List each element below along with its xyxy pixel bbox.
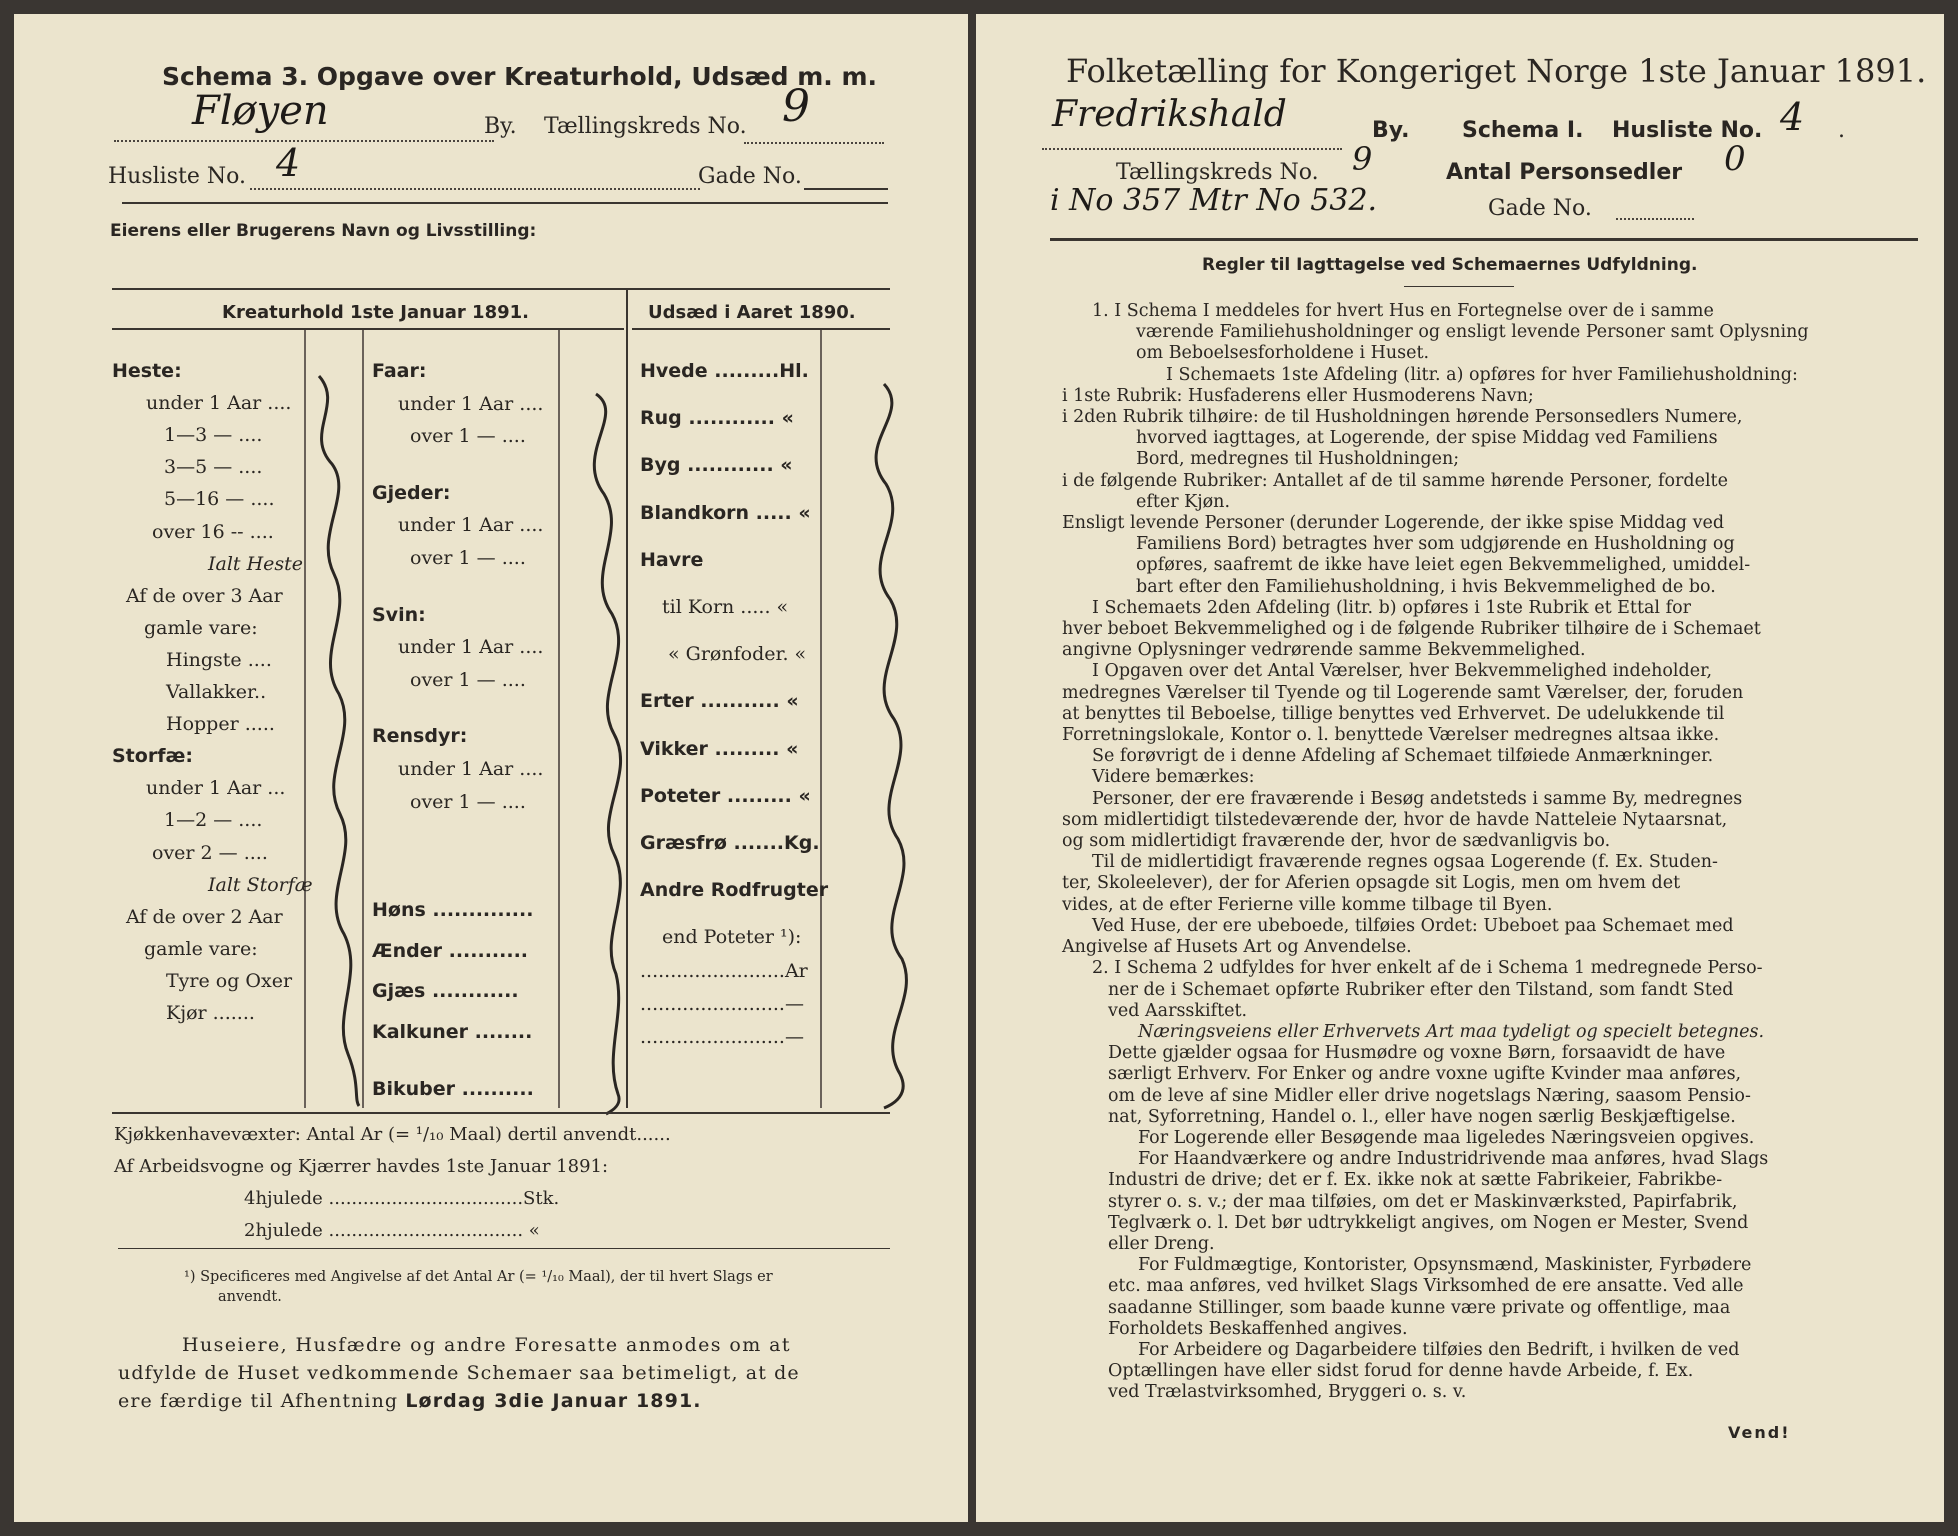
schema3-title: Schema 3. Opgave over Kreaturhold, Udsæd m. m. [162, 62, 878, 91]
taellingskreds-label: Tællingskreds No. [544, 114, 747, 139]
rule-line: Se forøvrigt de i denne Afdeling af Schemaet tilføiede Anmærkninger. [1092, 746, 1714, 767]
gade-label: Gade No. [698, 164, 802, 189]
rule-line: som midlertidigt tilstedeværende der, hvor de havde Natteleie Nytaarsnat, [1062, 809, 1728, 830]
rule-line: Forholdets Beskaffenhed angives. [1108, 1318, 1408, 1339]
twowheel-line: 2hjulede .................................. « [244, 1220, 540, 1241]
left-page [14, 14, 968, 1522]
rule-line: I Schemaets 1ste Afdeling (litr. a) opføres for hver Familiehusholdning: [1166, 364, 1798, 385]
col2-row: Faar: [372, 360, 427, 382]
rule-line: Optællingen have eller sidst forud for denne havde Arbeide, f. Ex. [1108, 1361, 1694, 1382]
col2-row: under 1 Aar .... [398, 636, 544, 659]
rule-line: 2. I Schema 2 udfyldes for hver enkelt af de i Schema 1 medregnede Perso- [1092, 958, 1763, 979]
rules-title-rule [1404, 286, 1514, 287]
col2-row: over 1 — .... [410, 668, 526, 691]
col1-row: 3—5 — .... [164, 456, 263, 479]
rule-line: i 1ste Rubrik: Husfaderens eller Husmoderens Navn; [1062, 385, 1534, 406]
rule-line: For Fuldmægtige, Kontorister, Opsynsmænd, Maskinister, Fyrbødere [1138, 1255, 1752, 1276]
rule-line: I Opgaven over det Antal Værelser, hver Bekvemmelighed indeholder, [1092, 661, 1713, 682]
rule-line: i de følgende Rubriker: Antallet af de til samme hørende Personer, fordelte [1062, 470, 1728, 491]
husliste-handwritten: 4 [276, 141, 301, 185]
rule-line: ved Trælastvirksomhed, Bryggeri o. s. v. [1108, 1382, 1467, 1403]
col1-row: 1—3 — .... [164, 424, 263, 447]
col1-row: gamle vare: [144, 616, 258, 639]
by-label: By. [484, 114, 517, 139]
col1-row: 5—16 — .... [164, 488, 275, 511]
rule-line: værende Familiehusholdninger og ensligt levende Personer samt Oplysning [1136, 322, 1809, 343]
closing-text: ere færdige til Afhentning [118, 1390, 406, 1412]
gade-line [1616, 218, 1694, 220]
closing-date: Lørdag 3die Januar 1891. [405, 1390, 702, 1412]
closing-line3 [118, 1390, 702, 1412]
col1-row: Vallakker.. [166, 681, 267, 703]
footnote-line2: anvendt. [218, 1289, 282, 1305]
footnote-rule [118, 1248, 890, 1249]
rule-line: om de leve af sine Midler eller drive nogetslags Næring, saasom Pensio- [1108, 1085, 1751, 1106]
col2-row: over 1 — .... [410, 425, 526, 448]
closing-line2: udfylde de Huset vedkommende Schemaer saa betimeligt, at de [118, 1362, 800, 1384]
rule-line: hvorved iagttages, at Logerende, der spise Middag ved Familiens [1136, 428, 1718, 449]
col1-row: Storfæ: [112, 745, 193, 768]
schema1-label: Schema I. [1462, 118, 1584, 143]
kreaturhold-header: Kreaturhold 1ste Januar 1891. [222, 302, 529, 323]
rule-line: og som midlertidigt fraværende der, hvor de sædvanligvis bo. [1062, 831, 1611, 852]
col1-row: over 2 — .... [152, 841, 268, 864]
col3-row: « Grønfoder. « [668, 643, 807, 666]
husliste-handwritten: 4 [1780, 95, 1805, 139]
col3-row: Poteter ......... « [640, 784, 811, 807]
col3-row: Hvede .........Hl. [640, 360, 809, 382]
rule-line: nat, Syforretning, Handel o. l., eller have nogen særlig Beskjæftigelse. [1108, 1106, 1736, 1127]
col2-row: over 1 — .... [410, 547, 526, 569]
col1-row: Kjør ....... [166, 1002, 255, 1024]
rule-line: vides, at de efter Ferierne ville komme tilbage til Byen. [1062, 894, 1553, 915]
col2-row: Bikuber .......... [372, 1077, 534, 1100]
strike-through-scribbles [14, 14, 968, 1134]
col2-row: Gjeder: [372, 481, 451, 504]
table-bottom-line [112, 1112, 890, 1114]
col1-row: Tyre og Oxer [166, 969, 293, 992]
col3-row: ........................— [640, 992, 804, 1015]
col3-row: Vikker ......... « [640, 737, 799, 760]
rule-line: eller Dreng. [1108, 1233, 1215, 1254]
rule-line: efter Kjøn. [1136, 491, 1231, 512]
vend-label: Vend! [1728, 1423, 1791, 1442]
rule-line: 1. I Schema I meddeles for hvert Hus en Fortegnelse over de i samme [1092, 301, 1714, 321]
rule-line: Familiens Bord) betragtes hver som udgjørende en Husholdning og [1136, 534, 1735, 555]
rule-line: Ved Huse, der ere ubeboede, tilføies Ordet: Ubeboet paa Schemaet med [1092, 915, 1734, 936]
rule-line: medregnes Værelser til Tyende og til Logerende samt Værelser, der, foruden [1062, 682, 1744, 703]
col3-row: Rug ............ « [640, 407, 794, 430]
rule-line: For Haandværkere og andre Industridrivende maa anføres, hvad Slags [1138, 1149, 1769, 1170]
taellingskreds-label: Tællingskreds No. [1116, 160, 1319, 185]
col2-row: Rensdyr: [372, 725, 468, 748]
rule-line: Industri de drive; det er f. Ex. ikke nok at sætte Fabrikeier, Fabrikbe- [1108, 1170, 1723, 1191]
rule-line: Bord, medregnes til Husholdningen; [1136, 449, 1460, 470]
col1-row: Hingste .... [166, 648, 272, 671]
col3-row: til Korn ..... « [662, 596, 789, 618]
col3-row: ........................Ar [640, 959, 808, 982]
taellingskreds-handwritten: 9 [782, 81, 810, 132]
col1-row: Ialt Heste [208, 552, 304, 575]
rule-line: om Beboelsesforholdene i Huset. [1136, 343, 1430, 364]
owner-label: Eierens eller Brugerens Navn og Livsstilling: [110, 221, 537, 241]
col2-row: under 1 Aar .... [398, 514, 544, 537]
rule-line: bart efter den Familiehusholdning, i hvis Bekvemmelighed de bo. [1136, 576, 1716, 597]
col1-row: Hopper ..... [166, 713, 275, 736]
col3-row: ........................— [640, 1026, 804, 1048]
rule-line: opføres, saafremt de ikke have leiet egen Bekvemmelighed, umiddel- [1136, 555, 1751, 576]
rule-line: I Schemaets 2den Afdeling (litr. b) opføres i 1ste Rubrik et Ettal for [1092, 597, 1691, 618]
col2-row: Gjæs ............ [372, 980, 519, 1003]
rule-line: For Logerende eller Besøgende maa ligeledes Næringsveien opgives. [1138, 1127, 1755, 1148]
col3-row: end Poteter ¹): [662, 926, 802, 949]
rule-line: Teglværk o. l. Det bør udtrykkeligt angives, om Nogen er Mester, Svend [1108, 1212, 1749, 1233]
col2-row: under 1 Aar .... [398, 392, 544, 415]
gade-label: Gade No. [1488, 196, 1592, 221]
right-page [976, 14, 1944, 1522]
rules-title: Regler til Iagttagelse ved Schemaernes Udfyldning. [1202, 255, 1698, 275]
rule-line: ner de i Schemaet opførte Rubriker efter den Tilstand, som fandt Sted [1108, 979, 1734, 1000]
rule-line: Til de midlertidigt fraværende regnes ogsaa Logerende (f. Ex. Studen- [1092, 852, 1718, 873]
col3-row: Græsfrø .......Kg. [640, 832, 820, 854]
col1-row: Ialt Storfæ [208, 873, 313, 896]
rule-line: at benyttes til Beboelse, tillige benyttes ved Erhvervet. De udelukkende til [1062, 703, 1725, 724]
col1-row: Af de over 3 Aar [126, 584, 283, 607]
husliste-end-dot: . [1838, 118, 1845, 143]
rule-line: Videre bemærkes: [1092, 767, 1255, 788]
col1-row: Af de over 2 Aar [126, 905, 283, 928]
col3-row: Blandkorn ..... « [640, 501, 811, 524]
husliste-label: Husliste No. [108, 164, 246, 189]
col3-row: Havre [640, 548, 704, 571]
col1-row: 1—2 — .... [164, 809, 263, 832]
rule-line: saadanne Stillinger, som baade kunne være private og offentlige, maa [1108, 1297, 1731, 1318]
rule-line: særligt Erhverv. For Enker og andre voxne ugifte Kvinder maa anføres, [1108, 1064, 1742, 1085]
matrikkel-handwritten: i No 357 Mtr No 532. [1050, 183, 1378, 218]
header-rule [1050, 238, 1918, 241]
rule-line: Næringsveiens eller Erhvervets Art maa tydeligt og specielt betegnes. [1138, 1021, 1765, 1042]
col3-row: Byg ............ « [640, 454, 793, 477]
rule-line: Ensligt levende Personer (derunder Logerende, der ikke spise Middag ved [1062, 513, 1725, 534]
udsaed-header: Udsæd i Aaret 1890. [648, 302, 856, 323]
rule-line: styrer o. s. v.; der maa tilføies, om det er Maskinværksted, Papirfabrik, [1108, 1191, 1738, 1212]
by-label: By. [1372, 118, 1410, 143]
rules-text [1062, 301, 1809, 1404]
col1-row: under 1 Aar ... [146, 777, 286, 800]
antal-personsedler-label: Antal Personsedler [1446, 160, 1683, 185]
col1-row: Heste: [112, 360, 182, 382]
col1-row: gamle vare: [144, 937, 258, 960]
col2-row: Ænder ........... [372, 939, 529, 962]
census-title: Folketælling for Kongeriget Norge 1ste Januar 1891. [1066, 52, 1927, 90]
col1-row: over 16 -- .... [152, 520, 274, 543]
taellingskreds-handwritten: 9 [1352, 140, 1373, 178]
closing-line1: Huseiere, Husfædre og andre Foresatte anmodes om at [182, 1334, 791, 1356]
town-handwritten: Fredrikshald [1052, 94, 1287, 135]
rule-line: For Arbeidere og Dagarbeidere tilføies den Bedrift, i hvilken de ved [1138, 1339, 1740, 1360]
col2-row: under 1 Aar .... [398, 758, 544, 780]
rule-line: ter, Skoleelever), der for Aferien opsagde sit Logis, men om hvem det [1062, 873, 1681, 894]
col3-row: Erter ........... « [640, 690, 799, 713]
town-handwritten: Fløyen [192, 88, 329, 134]
rule-line: angivne Oplysninger vedrørende samme Bekvemmelighed. [1062, 640, 1586, 661]
fourwheel-line: 4hjulede ..................................Stk. [244, 1188, 560, 1209]
rule-line: hver beboet Bekvemmelighed og i de følgende Rubriker tilhøire de i Schemaet [1062, 619, 1761, 640]
rule-line: etc. maa anføres, ved hvilket Slags Virksomhed de ere ansatte. Ved alle [1108, 1276, 1744, 1297]
town-line [1042, 148, 1342, 150]
footnote-line1: ¹) Specificeres med Angivelse af det Antal Ar (= ¹/₁₀ Maal), der til hvert Slags er [184, 1269, 773, 1285]
antal-personsedler-handwritten: 0 [1724, 139, 1746, 179]
rule-line: Angivelse af Husets Art og Anvendelse. [1062, 937, 1412, 958]
col1-row: under 1 Aar .... [146, 392, 292, 415]
arbeidsvogne-line: Af Arbeidsvogne og Kjærrer havdes 1ste Januar 1891: [114, 1156, 609, 1177]
kjokkenhave-line: Kjøkkenhavevæxter: Antal Ar (= ¹/₁₀ Maal) dertil anvendt...... [114, 1124, 671, 1145]
husliste-label: Husliste No. [1612, 118, 1763, 143]
col3-row: Andre Rodfrugter [640, 879, 829, 902]
col2-row: over 1 — .... [410, 790, 526, 813]
col2-row: Høns .............. [372, 899, 534, 922]
rule-line: Dette gjælder ogsaa for Husmødre og voxne Børn, forsaavidt de have [1108, 1043, 1726, 1064]
rule-line: Forretningslokale, Kontor o. l. benyttede Værelser medregnes altsaa ikke. [1062, 725, 1720, 746]
rule-line: i 2den Rubrik tilhøire: de til Husholdningen hørende Personsedlers Numere, [1062, 407, 1743, 428]
col2-row: Svin: [372, 603, 426, 626]
rule-line: ved Aarsskiftet. [1108, 1000, 1248, 1021]
rule-line: Personer, der ere fraværende i Besøg andetsteds i samme By, medregnes [1092, 788, 1743, 809]
col2-row: Kalkuner ........ [372, 1021, 533, 1043]
